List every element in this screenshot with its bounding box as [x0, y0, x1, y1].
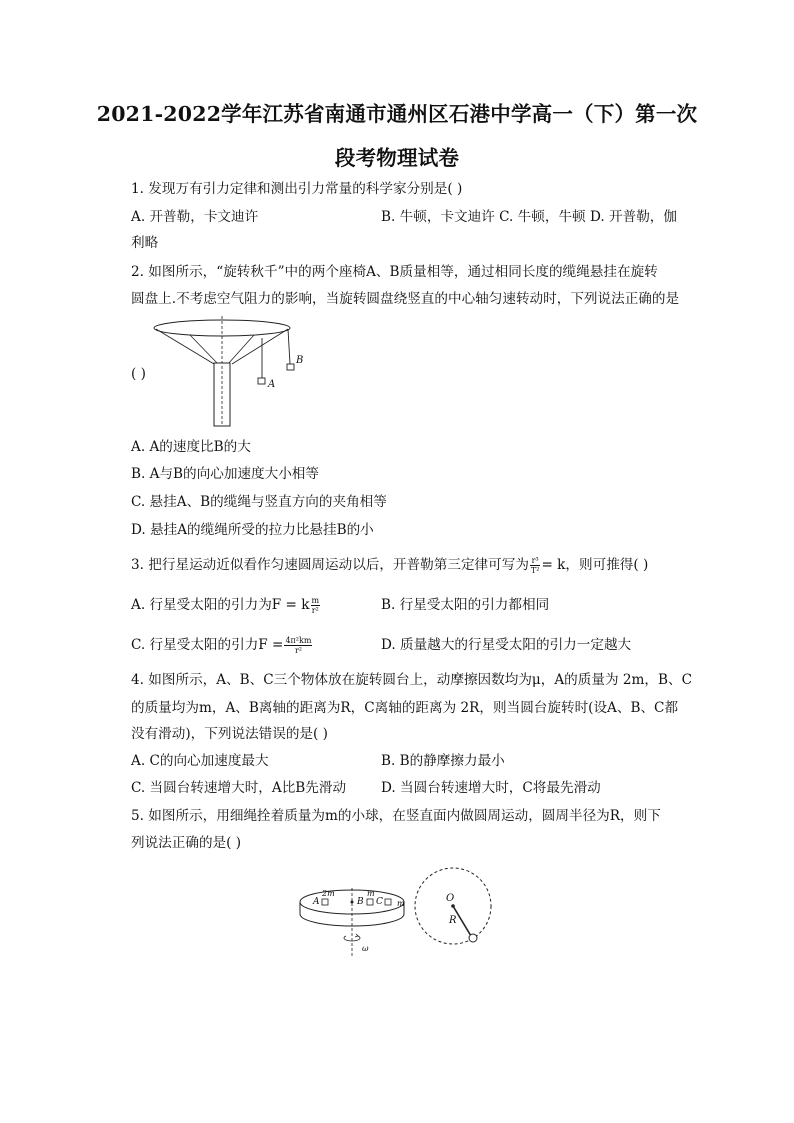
circle-label-r: R [449, 915, 457, 926]
kepler-fraction [530, 556, 541, 575]
turntable-label-m-b: m [367, 889, 375, 898]
q3-stem-pre: 3. 把行星运动近似看作匀速圆周运动以后，开普勒第三定律可写为 [131, 557, 529, 573]
q3-a-fraction-num: m [311, 596, 320, 605]
q1-option-a: A. 开普勒，卡文迪许 [131, 209, 259, 225]
q2-stem-2: 圆盘上.不考虑空气阻力的影响，当旋转圆盘绕竖直的中心轴匀速转动时，下列说法正确的是 [131, 291, 680, 307]
turntable-label-2m: 2m [322, 889, 335, 898]
turntable-label-b: B [357, 897, 364, 907]
page-title-line1: 2021-2022学年江苏省南通市通州区石港中学高一（下）第一次 [96, 102, 698, 126]
turntable-label-a: A [313, 897, 320, 907]
q3-a-fraction-den: r² [311, 606, 319, 615]
turntable-label-c: C [376, 897, 383, 907]
q3-stem [131, 556, 648, 575]
q1-stem: 1. 发现万有引力定律和测出引力常量的科学家分别是( ) [131, 181, 463, 197]
swing-figure [150, 316, 300, 428]
q5-stem-1: 5. 如图所示，用细绳拴着质量为m的小球，在竖直面内做圆周运动，圆周半径为R，则下 [131, 808, 661, 824]
turntable-figure [296, 880, 408, 960]
q4-stem-1: 4. 如图所示，A、B、C三个物体放在旋转圆台上，动摩擦因数均为μ，A的质量为 2m，B、C [131, 672, 692, 688]
turntable-label-m-c: m [397, 899, 405, 908]
q2-paren: ( ) [131, 366, 146, 382]
q4-stem-2: 的质量均为m，A、B离轴的距离为R，C离轴的距离为 2R，则当圆台旋转时(设A、B、C都 [131, 700, 679, 716]
q3-stem-post: = k，则可推得( ) [541, 557, 649, 573]
q4-option-a: A. C的向心加速度最大 [131, 753, 269, 769]
q4-option-d: D. 当圆台转速增大时，C将最先滑动 [381, 780, 601, 796]
q3-option-a [131, 596, 321, 615]
q2-option-a: A. A的速度比B的大 [131, 439, 251, 455]
q5-stem-2: 列说法正确的是( ) [131, 835, 242, 851]
swing-label-a: A [268, 379, 276, 390]
q2-stem-1: 2. 如图所示，“旋转秋千”中的两个座椅A、B质量相等，通过相同长度的缆绳悬挂在旋转 [131, 264, 658, 280]
q2-option-b: B. A与B的向心加速度大小相等 [131, 466, 319, 482]
q1-option-d-cont: 利略 [131, 235, 159, 251]
swing-label-b: B [296, 355, 304, 366]
q3-option-a-text: A. 行星受太阳的引力为F = k [131, 597, 310, 613]
q3-option-c-text: C. 行星受太阳的引力F = [131, 637, 284, 653]
q3-option-c [131, 636, 313, 655]
q3-a-fraction [311, 596, 321, 615]
q2-option-c: C. 悬挂A、B的缆绳与竖直方向的夹角相等 [131, 494, 387, 510]
q4-option-b: B. B的静摩擦力最小 [381, 753, 505, 769]
q3-option-b: B. 行星受太阳的引力都相同 [381, 597, 550, 613]
q3-option-d: D. 质量越大的行星受太阳的引力一定越大 [381, 637, 632, 653]
q2-option-d: D. 悬挂A的缆绳所受的拉力比悬挂B的小 [131, 522, 374, 538]
q3-c-fraction-num: 4π²km [285, 636, 312, 645]
q4-stem-3: 没有滑动)，下列说法错误的是( ) [131, 726, 328, 742]
q3-c-fraction [284, 636, 312, 655]
turntable-label-omega: ω [362, 944, 369, 953]
q1-options-bcd: B. 牛顿，卡文迪许 C. 牛顿，牛顿 D. 开普勒，伽 [381, 209, 677, 225]
q3-c-fraction-den: r² [294, 646, 302, 655]
q4-option-c: C. 当圆台转速增大时，A比B先滑动 [131, 780, 347, 796]
kepler-fraction-den: T² [530, 566, 540, 575]
page-title-line2: 段考物理试卷 [334, 146, 460, 170]
circle-label-o: O [446, 893, 455, 904]
kepler-fraction-num: r³ [531, 556, 539, 565]
